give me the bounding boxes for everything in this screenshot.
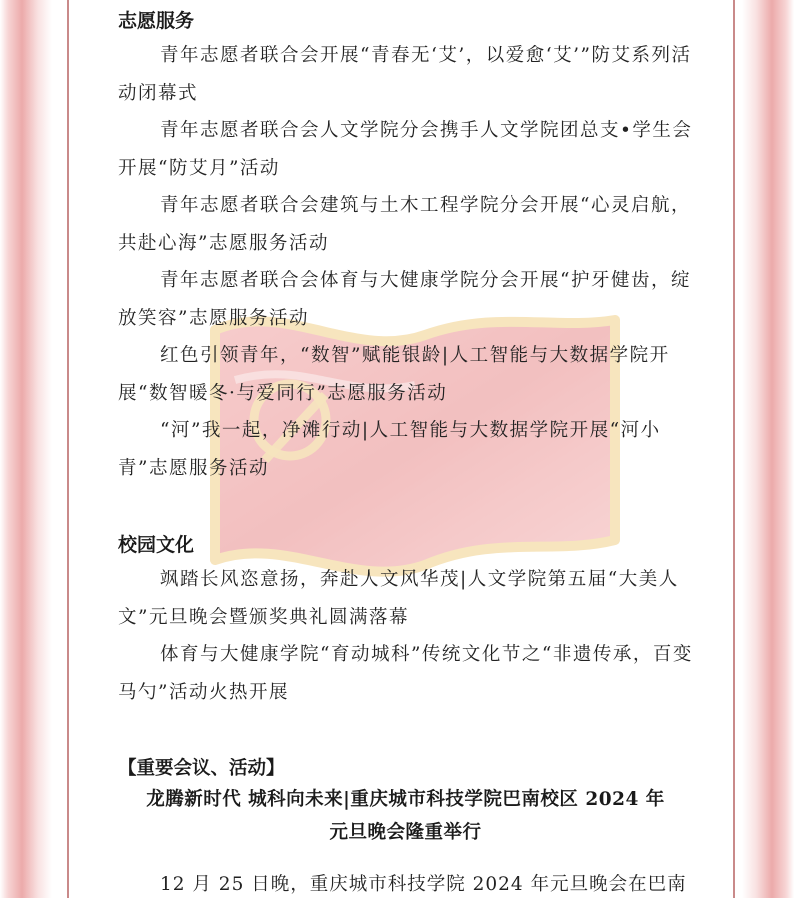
article-title-line-2: 元旦晚会隆重举行 [329,822,482,843]
left-decorative-border [0,0,70,898]
volunteer-item-6: “河”我一起，净滩行动|人工智能与大数据学院开展“河小青”志愿服务活动 [118,420,661,479]
article-body-first-line: 12 月 25 日晚，重庆城市科技学院 2024 年元旦晚会在巴南 [160,874,687,895]
volunteer-item-3: 青年志愿者联合会建筑与土木工程学院分会开展“心灵启航，共赴心海”志愿服务活动 [118,195,691,254]
left-border-line [67,0,69,898]
volunteer-item-5: 红色引领青年，“数智”赋能银龄|人工智能与大数据学院开展“数智暖冬·与爱同行”志愿服务活动 [118,345,670,404]
campus-culture-item-1: 飒踏长风恣意扬，奔赴人文风华茂|人文学院第五届“大美人文”元旦晚会暨颁奖典礼圆满落幕 [118,569,679,628]
campus-culture-item-2: 体育与大健康学院“育动城科”传统文化节之“非遗传承，百变马勺”活动火热开展 [118,644,693,703]
section-heading-meetings: 【重要会议、活动】 [118,758,285,779]
right-border-line [733,0,735,898]
section-heading-campus-culture: 校园文化 [118,534,195,556]
section-heading-volunteer: 志愿服务 [118,10,195,32]
volunteer-item-1: 青年志愿者联合会开展“青春无‘艾’，以爱愈‘艾’”防艾系列活动闭幕式 [118,45,692,104]
volunteer-item-4: 青年志愿者联合会体育与大健康学院分会开展“护牙健齿，绽放笑容”志愿服务活动 [118,270,691,329]
article-title-line-1: 龙腾新时代 城科向未来|重庆城市科技学院巴南校区 2024 年 [146,789,665,810]
volunteer-item-2: 青年志愿者联合会人文学院分会携手人文学院团总支•学生会开展“防艾月”活动 [118,120,693,179]
